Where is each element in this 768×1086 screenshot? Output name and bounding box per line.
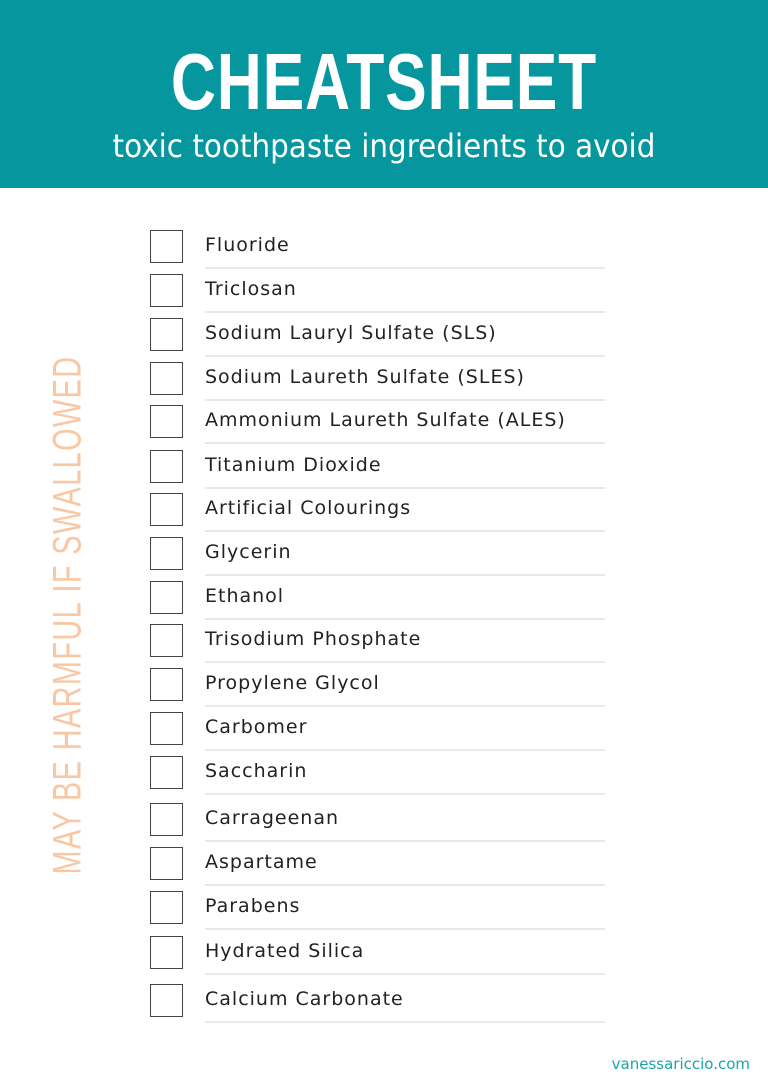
checkbox[interactable] — [150, 230, 183, 263]
checkbox[interactable] — [150, 581, 183, 614]
checkbox[interactable] — [150, 712, 183, 745]
checklist-item[interactable] — [0, 755, 768, 799]
checklist-item[interactable] — [0, 935, 768, 979]
page-subtitle: toxic toothpaste ingredients to avoid — [112, 127, 656, 165]
checklist-item[interactable] — [0, 890, 768, 934]
divider — [205, 311, 605, 313]
checkbox[interactable] — [150, 803, 183, 836]
checkbox[interactable] — [150, 318, 183, 351]
divider — [205, 267, 605, 269]
divider — [205, 928, 605, 930]
checklist-item[interactable] — [0, 846, 768, 890]
checklist-item-label: Artificial Colourings — [205, 497, 412, 519]
checklist-item[interactable] — [0, 229, 768, 273]
checklist-item[interactable] — [0, 802, 768, 846]
checklist-item[interactable] — [0, 449, 768, 493]
divider — [205, 399, 605, 401]
checkbox[interactable] — [150, 537, 183, 570]
checkbox[interactable] — [150, 450, 183, 483]
checklist-item[interactable] — [0, 711, 768, 755]
checklist-item-label: Ammonium Laureth Sulfate (ALES) — [205, 409, 566, 431]
divider — [205, 661, 605, 663]
side-warning-text: MAY BE HARMFUL IF SWALLOWED — [45, 355, 90, 875]
divider — [205, 973, 605, 975]
checklist-item-label: Aspartame — [205, 851, 318, 873]
divider — [205, 618, 605, 620]
checklist-item-label: Parabens — [205, 895, 301, 917]
checklist-item[interactable] — [0, 623, 768, 667]
checklist-item[interactable] — [0, 580, 768, 624]
checkbox[interactable] — [150, 405, 183, 438]
checkbox[interactable] — [150, 936, 183, 969]
checkbox[interactable] — [150, 362, 183, 395]
checklist-item-label: Hydrated Silica — [205, 940, 365, 962]
divider — [205, 840, 605, 842]
checkbox[interactable] — [150, 847, 183, 880]
divider — [205, 793, 605, 795]
checklist-item-label: Sodium Laureth Sulfate (SLES) — [205, 366, 525, 388]
checkbox[interactable] — [150, 274, 183, 307]
checklist-item-label: Sodium Lauryl Sulfate (SLS) — [205, 322, 497, 344]
checkbox[interactable] — [150, 624, 183, 657]
checkbox[interactable] — [150, 756, 183, 789]
checklist-item[interactable] — [0, 361, 768, 405]
checklist-item[interactable] — [0, 404, 768, 448]
checklist-item-label: Calcium Carbonate — [205, 988, 404, 1010]
website-link[interactable]: vanessariccio.com — [611, 1055, 750, 1073]
checklist-item[interactable] — [0, 317, 768, 361]
checkbox[interactable] — [150, 493, 183, 526]
divider — [205, 884, 605, 886]
checkbox[interactable] — [150, 891, 183, 924]
checklist-item-label: Carrageenan — [205, 807, 340, 829]
checklist-item-label: Triclosan — [205, 278, 297, 300]
checkbox[interactable] — [150, 984, 183, 1017]
header-banner — [0, 0, 768, 188]
checklist-item-label: Saccharin — [205, 760, 308, 782]
divider — [205, 530, 605, 532]
divider — [205, 574, 605, 576]
divider — [205, 442, 605, 444]
checklist-item[interactable] — [0, 983, 768, 1027]
checklist-item-label: Carbomer — [205, 716, 308, 738]
checklist-item-label: Propylene Glycol — [205, 672, 380, 694]
checklist-item[interactable] — [0, 273, 768, 317]
checkbox[interactable] — [150, 668, 183, 701]
checklist-item-label: Glycerin — [205, 541, 292, 563]
divider — [205, 355, 605, 357]
divider — [205, 487, 605, 489]
page-title: CHEATSHEET — [170, 37, 598, 126]
checklist-item[interactable] — [0, 667, 768, 711]
checklist-item-label: Titanium Dioxide — [205, 454, 382, 476]
checklist-item-label: Fluoride — [205, 234, 290, 256]
checklist-item[interactable] — [0, 536, 768, 580]
divider — [205, 705, 605, 707]
checklist-item[interactable] — [0, 492, 768, 536]
divider — [205, 749, 605, 751]
divider — [205, 1021, 605, 1023]
checklist-item-label: Trisodium Phosphate — [205, 628, 422, 650]
checklist-item-label: Ethanol — [205, 585, 285, 607]
